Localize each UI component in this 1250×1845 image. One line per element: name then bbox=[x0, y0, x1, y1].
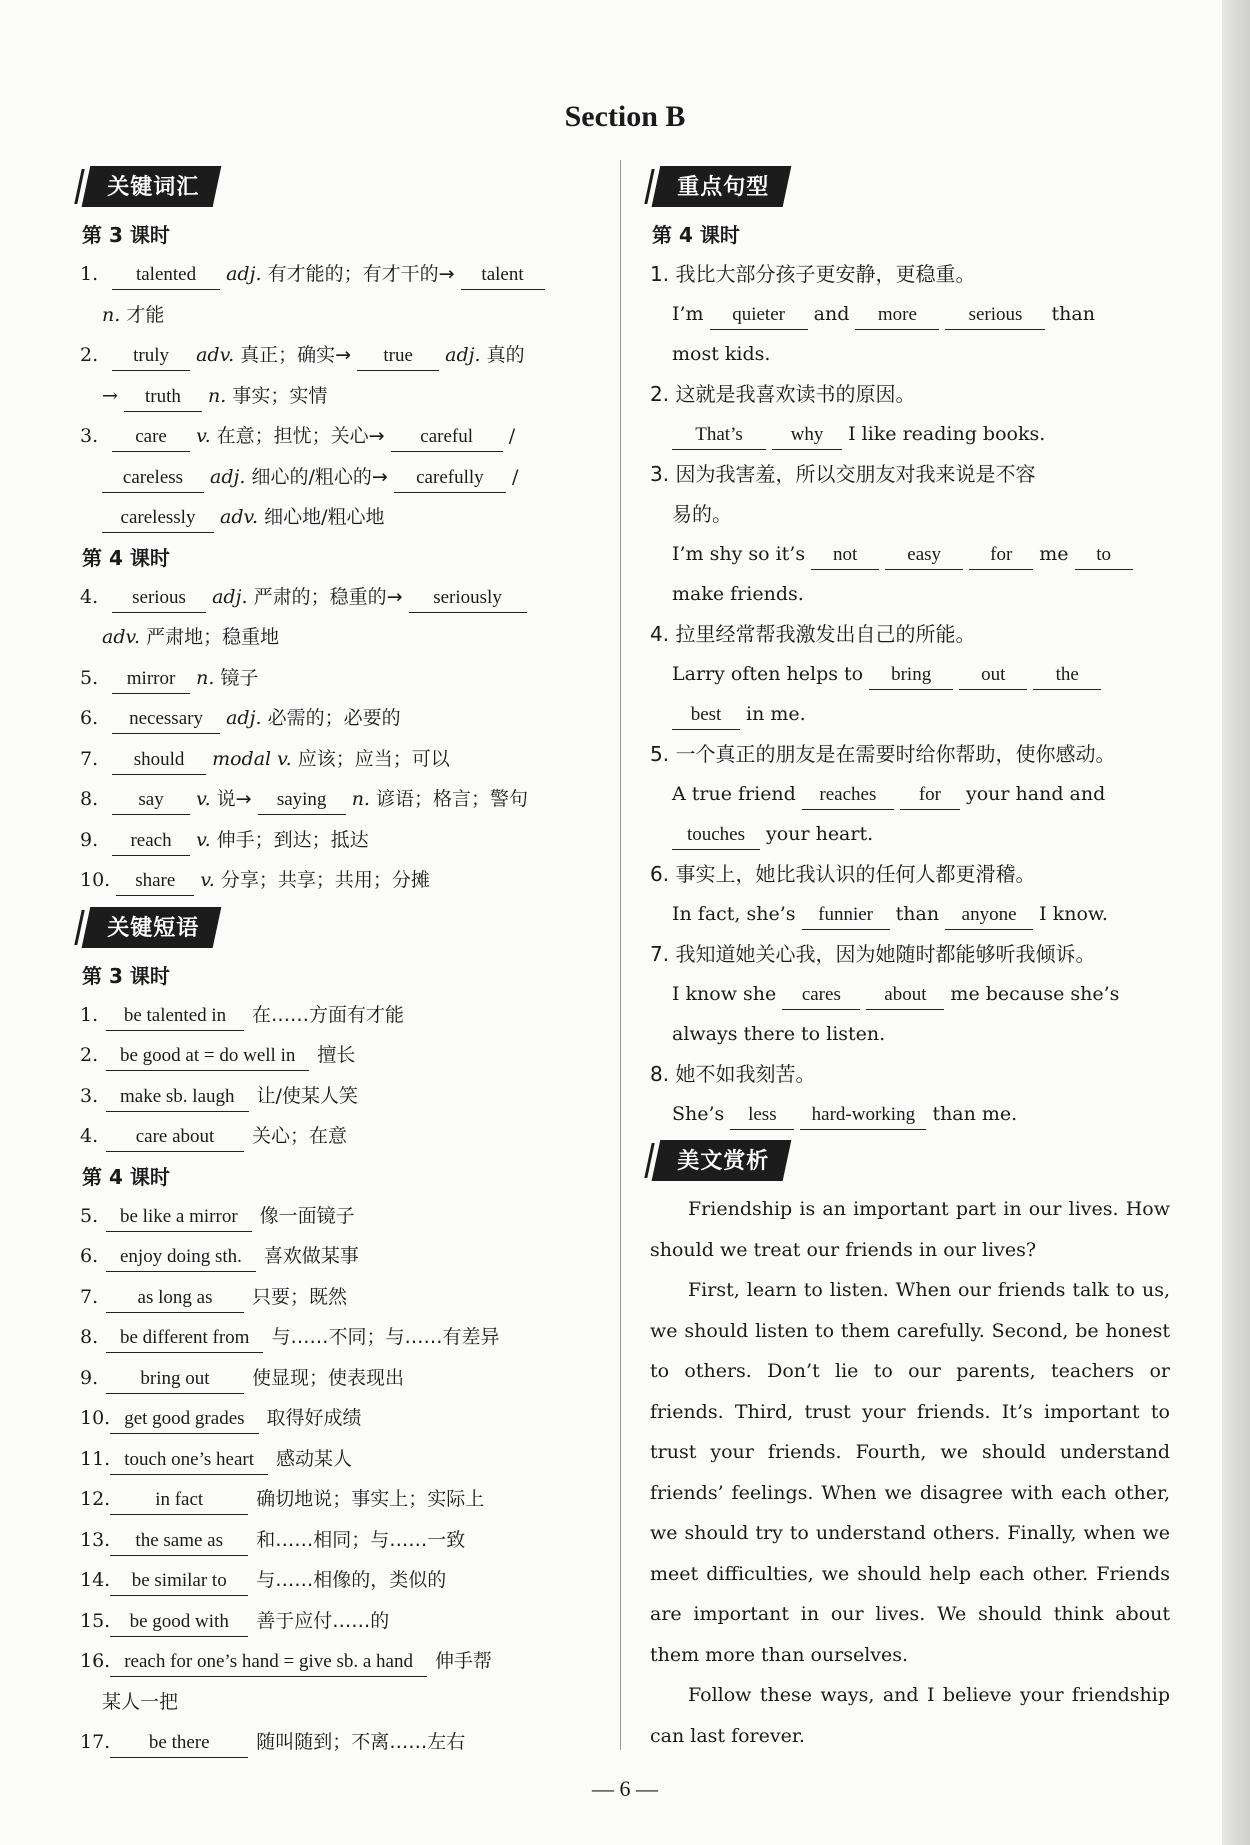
sentence-4-answer: Larry often helps to bring out the bbox=[650, 654, 1170, 694]
vocab-item-7: 7. should modal v. 应该；应当；可以 bbox=[80, 739, 600, 780]
phrase-meaning: 确切地说；事实上；实际上 bbox=[256, 1488, 485, 1510]
phrase-answer: in fact bbox=[110, 1486, 248, 1515]
right-column bbox=[650, 160, 1170, 1756]
phrase-meaning: 使显现；使表现出 bbox=[252, 1366, 405, 1389]
phrase-answer: enjoy doing sth. bbox=[106, 1243, 256, 1272]
column-divider bbox=[620, 160, 621, 1750]
phrase-meaning: 随叫随到；不离……左右 bbox=[256, 1731, 466, 1753]
phrase-item: 1. be talented in 在……方面有才能 bbox=[80, 995, 600, 1036]
sentence-3-answer: I’m shy so it’s not easy for me to bbox=[650, 534, 1170, 574]
phrase-item: 4. care about 关心；在意 bbox=[80, 1116, 600, 1157]
phrase-item: 5. be like a mirror 像一面镜子 bbox=[80, 1196, 600, 1237]
reading-passage bbox=[650, 1189, 1170, 1756]
phrase-meaning: 感动某人 bbox=[276, 1447, 353, 1470]
page-title: Section B bbox=[564, 100, 686, 133]
vocab-item-9: 9. reach v. 伸手；到达；抵达 bbox=[80, 820, 600, 861]
phrase-item: 3. make sb. laugh 让/使某人笑 bbox=[80, 1076, 600, 1117]
phrase-meaning: 只要；既然 bbox=[252, 1285, 348, 1308]
sentence-6-prompt: 6. 事实上，她比我认识的任何人都更滑稽。 bbox=[650, 862, 1036, 886]
phrase-answer: touch one’s heart bbox=[110, 1446, 268, 1475]
vocab-item-3-cont2: carelessly adv. 细心地/粗心地 bbox=[80, 497, 600, 538]
sentence-7-prompt: 7. 我知道她关心我，因为她随时都能够听我倾诉。 bbox=[650, 942, 1096, 966]
phrase-answer: the same as bbox=[110, 1527, 248, 1556]
vocab-item-4: 4. serious adj. 严肃的；稳重的→ seriously bbox=[80, 577, 600, 618]
vocab-item-8: 8. say v. 说→ saying n. 谚语；格言；警句 bbox=[80, 779, 600, 820]
sentence-1-answer: I’m quieter and more serious than bbox=[650, 294, 1170, 334]
sentences-banner: 重点句型 bbox=[652, 166, 792, 207]
phrase-item: 16. reach for one’s hand = give sb. a hand 伸手帮 bbox=[80, 1641, 600, 1682]
phrase-answer: make sb. laugh bbox=[106, 1083, 249, 1112]
vocab-lesson4-heading: 第 4 课时 bbox=[82, 545, 170, 570]
passage-paragraph-3: Follow these ways, and I believe your friendship can last forever. bbox=[650, 1684, 1170, 1747]
phrase-answer: be good with bbox=[110, 1608, 248, 1637]
phrase-answer: as long as bbox=[106, 1284, 244, 1313]
sentence-3-answer-cont: make friends. bbox=[672, 583, 804, 605]
phrase-answer: be similar to bbox=[110, 1567, 248, 1596]
passage-paragraph-2: First, learn to listen. When our friends talk to us, we should listen to them carefully. Second, be honest to others. Don’t lie to our parents, teachers or friends. Third, trust your friends. It’s important to trust your friends. Fourth, we should understand friends’ feelings. When we disagree with each other, we should try to understand others. Finally, when we meet difficulties, we should help each other. Friends are important in our lives. We should think about them more than ourselves. bbox=[650, 1279, 1170, 1666]
phrase-meaning-cont: 某人一把 bbox=[102, 1690, 179, 1713]
vocab-item-3: 3. care v. 在意；担忧；关心→ careful / bbox=[80, 416, 600, 457]
sentence-8-answer: She’s less hard-working than me. bbox=[650, 1094, 1170, 1134]
sentence-3-prompt: 3. 因为我害羞，所以交朋友对我来说是不容 bbox=[650, 462, 1036, 486]
sentence-1-prompt: 1. 我比大部分孩子更安静，更稳重。 bbox=[650, 262, 976, 286]
sentence-5-answer-cont: touches your heart. bbox=[650, 814, 1170, 854]
phrase-answer: be like a mirror bbox=[106, 1203, 252, 1232]
sentences-lesson4-heading: 第 4 课时 bbox=[652, 223, 740, 247]
sentence-6-answer: In fact, she’s funnier than anyone I know. bbox=[650, 894, 1170, 934]
phrases-banner: 关键短语 bbox=[82, 907, 222, 948]
sentence-8-prompt: 8. 她不如我刻苦。 bbox=[650, 1062, 816, 1086]
phrase-item: 8. be different from 与……不同；与……有差异 bbox=[80, 1317, 600, 1358]
phrase-meaning: 伸手帮 bbox=[434, 1650, 492, 1672]
phrase-meaning: 让/使某人笑 bbox=[256, 1084, 358, 1107]
phrase-meaning: 善于应付……的 bbox=[256, 1609, 390, 1632]
sentence-7-answer-cont: always there to listen. bbox=[672, 1023, 886, 1045]
left-column bbox=[80, 160, 600, 1763]
phrases-lesson4-heading: 第 4 课时 bbox=[82, 1164, 170, 1189]
phrase-item: 12. in fact 确切地说；事实上；实际上 bbox=[80, 1479, 600, 1520]
book-spine-shadow bbox=[1222, 0, 1250, 1845]
phrases-lesson3-heading: 第 3 课时 bbox=[82, 963, 170, 988]
phrase-meaning: 喜欢做某事 bbox=[263, 1245, 359, 1267]
vocab-item-2: 2. truly adv. 真正；确实→ true adj. 真的 bbox=[80, 335, 600, 376]
vocab-banner: 关键词汇 bbox=[82, 166, 222, 207]
vocab-lesson3-heading: 第 3 课时 bbox=[82, 223, 170, 247]
phrase-answer: get good grades bbox=[110, 1405, 258, 1434]
phrase-item: 11. touch one’s heart 感动某人 bbox=[80, 1439, 600, 1480]
sentence-4-answer-cont: best in me. bbox=[650, 694, 1170, 734]
vocab-item-1: 1. talented adj. 有才能的；有才干的→ talent bbox=[80, 254, 600, 295]
sentence-7-answer: I know she cares about me because she’s bbox=[650, 974, 1170, 1014]
vocab-item-3-cont1: careless adj. 细心的/粗心的→ carefully / bbox=[80, 457, 600, 498]
page-number: — 6 — bbox=[592, 1776, 658, 1801]
reading-banner: 美文赏析 bbox=[652, 1140, 792, 1181]
vocab-item-6: 6. necessary adj. 必需的；必要的 bbox=[80, 698, 600, 739]
phrase-answer: be good at = do well in bbox=[106, 1042, 309, 1071]
sentence-1-answer-cont: most kids. bbox=[672, 343, 771, 365]
phrase-item: 9. bring out 使显现；使表现出 bbox=[80, 1358, 600, 1399]
phrase-meaning: 在……方面有才能 bbox=[252, 1003, 405, 1026]
phrase-item: 17. be there 随叫随到；不离……左右 bbox=[80, 1722, 600, 1763]
phrase-answer: be talented in bbox=[106, 1002, 244, 1031]
phrase-meaning: 取得好成绩 bbox=[266, 1407, 362, 1429]
phrase-item: 15. be good with 善于应付……的 bbox=[80, 1601, 600, 1642]
phrase-meaning: 像一面镜子 bbox=[259, 1204, 355, 1227]
phrase-meaning: 与……不同；与……有差异 bbox=[271, 1326, 500, 1348]
vocab-item-10: 10. share v. 分享；共享；共用；分摊 bbox=[80, 860, 600, 901]
passage-paragraph-1: Friendship is an important part in our lives. How should we treat our friends in our lives? bbox=[650, 1198, 1170, 1261]
phrase-answer: be there bbox=[110, 1729, 248, 1758]
phrase-item: 10. get good grades 取得好成绩 bbox=[80, 1398, 600, 1439]
vocab-item-5: 5. mirror n. 镜子 bbox=[80, 658, 600, 699]
phrase-meaning: 擅长 bbox=[317, 1044, 356, 1066]
sentence-2-answer: That’s why I like reading books. bbox=[650, 414, 1170, 454]
phrase-answer: be different from bbox=[106, 1324, 263, 1353]
phrase-answer: care about bbox=[106, 1123, 244, 1152]
vocab-item-4-cont: adv. 严肃地；稳重地 bbox=[102, 626, 280, 648]
vocab-item-1-cont: n. 才能 bbox=[102, 303, 165, 326]
sentence-2-prompt: 2. 这就是我喜欢读书的原因。 bbox=[650, 382, 916, 406]
vocab-item-2-cont: → truth n. 事实；实情 bbox=[80, 376, 600, 417]
sentence-5-answer: A true friend reaches for your hand and bbox=[650, 774, 1170, 814]
phrase-meaning: 关心；在意 bbox=[252, 1125, 348, 1147]
sentence-4-prompt: 4. 拉里经常帮我激发出自己的所能。 bbox=[650, 622, 976, 646]
sentence-3-prompt-cont: 易的。 bbox=[672, 502, 732, 526]
phrase-item: 14. be similar to 与……相像的，类似的 bbox=[80, 1560, 600, 1601]
phrase-item: 13. the same as 和……相同；与……一致 bbox=[80, 1520, 600, 1561]
phrase-item: 7. as long as 只要；既然 bbox=[80, 1277, 600, 1318]
phrase-meaning: 与……相像的，类似的 bbox=[256, 1569, 447, 1591]
phrase-meaning: 和……相同；与……一致 bbox=[256, 1528, 466, 1551]
phrase-answer: reach for one’s hand = give sb. a hand bbox=[110, 1648, 427, 1677]
phrase-answer: bring out bbox=[106, 1365, 244, 1394]
phrase-item: 6. enjoy doing sth. 喜欢做某事 bbox=[80, 1236, 600, 1277]
sentence-5-prompt: 5. 一个真正的朋友是在需要时给你帮助，使你感动。 bbox=[650, 742, 1116, 766]
phrase-item: 2. be good at = do well in 擅长 bbox=[80, 1035, 600, 1076]
